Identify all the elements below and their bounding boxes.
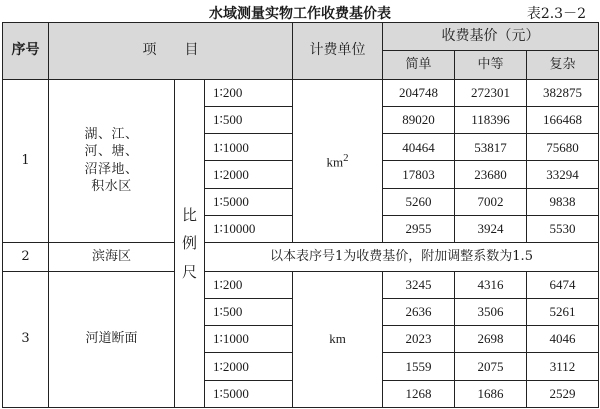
price-complex: 9838 <box>527 188 599 215</box>
table-body <box>3 23 599 408</box>
scale-cell: 1∶500 <box>205 106 293 133</box>
price-simple: 2955 <box>383 215 455 242</box>
group1-seq: 1 <box>3 79 49 243</box>
price-simple: 5260 <box>383 188 455 215</box>
group2-note: 以本表序号1为收费基价，附加调整系数为1.5 <box>205 243 599 271</box>
unit-superscript: 2 <box>343 151 349 164</box>
price-medium: 7002 <box>455 188 527 215</box>
price-simple: 2636 <box>383 298 455 325</box>
scale-cell: 1∶200 <box>205 79 293 106</box>
price-medium: 2075 <box>455 353 527 380</box>
group1-unit <box>293 79 383 243</box>
price-medium: 3924 <box>455 215 527 242</box>
scale-cell: 1∶2000 <box>205 353 293 380</box>
price-simple: 89020 <box>383 106 455 133</box>
table-title: 水域测量实物工作收费基价表 <box>209 6 391 22</box>
scale-cell: 1∶1000 <box>205 134 293 161</box>
price-simple: 2023 <box>383 326 455 353</box>
group1-name-line: 积水区 <box>91 179 132 195</box>
price-simple: 40464 <box>383 134 455 161</box>
price-complex: 166468 <box>527 106 599 133</box>
group3-unit: km <box>293 271 383 407</box>
group1-name-line: 沼泽地、 <box>84 161 139 177</box>
price-table <box>2 22 599 408</box>
table-caption <box>0 0 600 22</box>
scale-label-char: 例 <box>181 234 197 253</box>
price-medium: 1686 <box>455 380 527 407</box>
scale-cell: 1∶5000 <box>205 188 293 215</box>
price-medium: 272301 <box>455 79 527 106</box>
group2-seq: 2 <box>3 243 49 271</box>
price-simple: 17803 <box>383 161 455 188</box>
price-complex: 5261 <box>527 298 599 325</box>
price-simple: 1268 <box>383 380 455 407</box>
price-complex: 2529 <box>527 380 599 407</box>
header-complex: 复杂 <box>527 51 599 79</box>
group3-seq: 3 <box>3 271 49 407</box>
scale-cell: 1∶10000 <box>205 215 293 242</box>
scale-label-char: 尺 <box>181 262 197 281</box>
group2-name: 滨海区 <box>49 243 175 271</box>
price-complex: 5530 <box>527 215 599 242</box>
price-simple: 3245 <box>383 271 455 298</box>
table-row <box>3 79 599 106</box>
price-complex: 382875 <box>527 79 599 106</box>
header-item: 项 目 <box>49 23 293 80</box>
table-row <box>3 271 599 298</box>
price-complex: 6474 <box>527 271 599 298</box>
scale-cell: 1∶5000 <box>205 380 293 407</box>
table-row <box>3 243 599 271</box>
scale-cell: 1∶1000 <box>205 326 293 353</box>
group1-name-line: 河、塘、 <box>84 144 139 160</box>
price-simple: 204748 <box>383 79 455 106</box>
price-complex: 33294 <box>527 161 599 188</box>
price-medium: 4316 <box>455 271 527 298</box>
scale-label <box>175 79 205 407</box>
header-row <box>3 23 599 51</box>
header-simple: 简单 <box>383 51 455 79</box>
header-seq: 序号 <box>3 23 49 80</box>
price-simple: 1559 <box>383 353 455 380</box>
price-complex: 4046 <box>527 326 599 353</box>
price-medium: 53817 <box>455 134 527 161</box>
header-medium: 中等 <box>455 51 527 79</box>
price-medium: 23680 <box>455 161 527 188</box>
price-complex: 75680 <box>527 134 599 161</box>
unit-base: km <box>326 154 344 170</box>
price-medium: 118396 <box>455 106 527 133</box>
group1-name-line: 湖、江、 <box>84 126 139 142</box>
price-medium: 2698 <box>455 326 527 353</box>
table-number: 表2.3－2 <box>526 6 586 22</box>
scale-label-char: 比 <box>181 205 197 224</box>
scale-cell: 1∶500 <box>205 298 293 325</box>
price-medium: 3506 <box>455 298 527 325</box>
scale-cell: 1∶2000 <box>205 161 293 188</box>
scale-cell: 1∶200 <box>205 271 293 298</box>
header-price: 收费基价（元） <box>383 23 599 51</box>
group1-name <box>49 79 175 243</box>
price-complex: 3112 <box>527 353 599 380</box>
header-unit: 计费单位 <box>293 23 383 80</box>
group3-name: 河道断面 <box>49 271 175 407</box>
